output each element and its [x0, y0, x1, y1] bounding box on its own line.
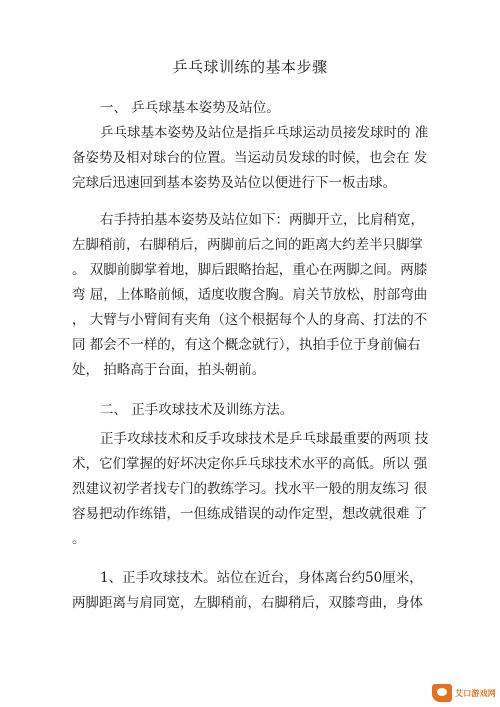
paragraph-line: 术，它们掌握的好坏决定你乒乓球技术水平的高低。所以 强 [72, 456, 428, 472]
paragraph-line: 右手持拍基本姿势及站位如下：两脚开立，比肩稍宽， [100, 212, 424, 228]
paragraph-line: 容易把动作练错，一但练成错误的动作定型，想改就很难 了 [72, 506, 428, 522]
section-heading-1: 一、 乒乓球基本姿势及站位。 [100, 100, 280, 116]
watermark [432, 683, 496, 703]
section-heading-2: 二、 正手攻球技术及训练方法。 [100, 402, 294, 418]
paragraph-line: 。 [72, 531, 86, 547]
watermark-text: 艾口游戏网 [455, 688, 496, 698]
document-title: 乒乓球训练的基本步骤 [172, 58, 328, 76]
paragraph-line: 弯 屈，上体略前倾，适度收腹含胸。肩关节放松，肘部弯曲 [72, 287, 428, 303]
paragraph-line: 左脚稍前，右脚稍后，两脚前后之间的距离大约差半只脚掌 [72, 237, 423, 253]
paragraph-1 [72, 121, 434, 196]
paragraph-line: 处， 拍略高于台面，拍头朝前。 [72, 362, 266, 378]
paragraph-line: 。 双脚前脚掌着地，脚后跟略抬起，重心在两脚之间。两膝 [72, 262, 428, 278]
logo-icon [432, 684, 452, 702]
paragraph-line: 同 都会不一样的，有这个概念就行），执拍手位于身前偏右 [72, 337, 421, 353]
paragraph-line: 烈建议初学者找专门的教练学习。找水平一般的朋友练习 很 [72, 481, 428, 497]
paragraph-line: 1、正手攻球技术。站位在近台，身体离台约50厘米， [100, 570, 423, 586]
paragraph-2 [72, 208, 434, 383]
paragraph-line: ， 大臂与小臂间有夹角（这个根据每个人的身高、打法的不 [72, 312, 428, 328]
paragraph-3 [72, 427, 434, 552]
paragraph-line: 乒乓球基本姿势及站位是指乒乓球运动员接发球时的 准 [100, 125, 429, 141]
paragraph-line: 完球后迅速回到基本姿势及站位以便进行下一板击球。 [72, 175, 396, 191]
paragraph-line: 备姿势及相对球台的位置。当运动员发球的时候，也会在 发 [72, 150, 428, 166]
paragraph-line: 两脚距离与肩同宽，左脚稍前，右脚稍后，双膝弯曲，身体 [72, 595, 423, 611]
paragraph-line: 正手攻球技术和反手攻球技术是乒乓球最重要的两项 技 [100, 431, 429, 447]
paragraph-4 [72, 566, 434, 616]
